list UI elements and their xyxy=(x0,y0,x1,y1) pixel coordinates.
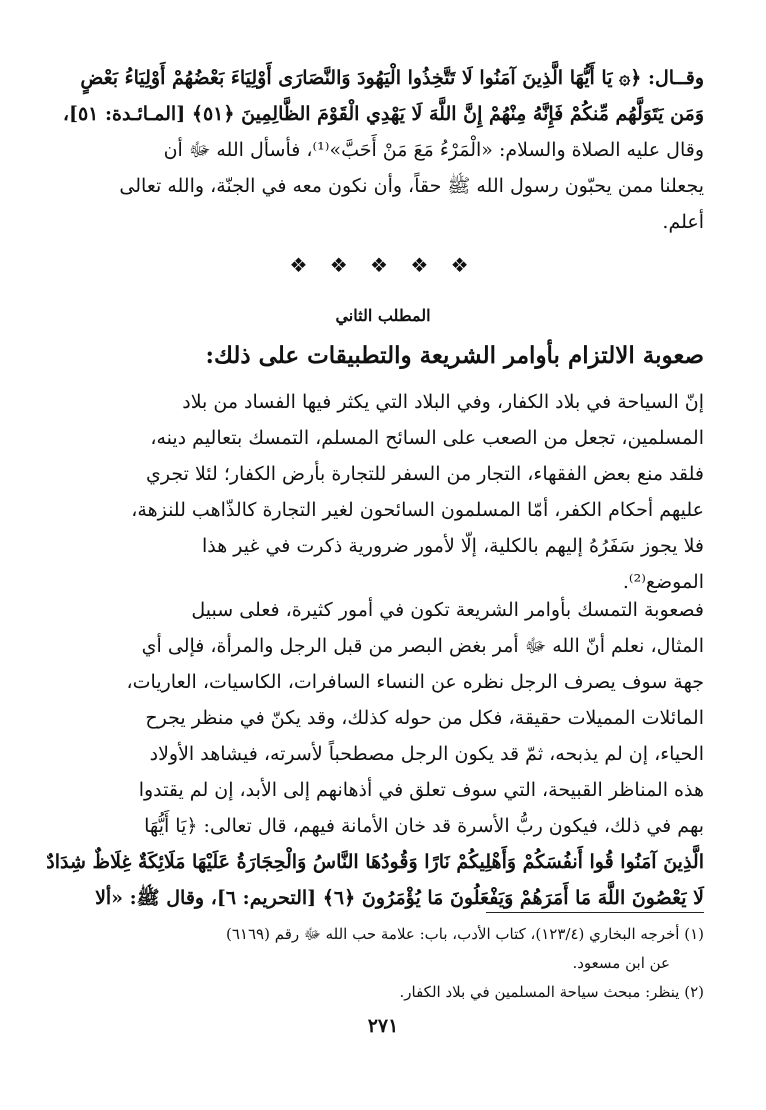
text-line: فلا يجوز سَفَرُهُ إليهم بالكلية، إلّا لأمور ضرورية ذكرت في غير هذا xyxy=(201,535,704,557)
text-line: فلقد منع بعض الفقهاء، التجار من السفر للتجارة بأرض الكفار؛ لئلا تجري xyxy=(146,463,704,485)
text-line: المثال، نعلم أنّ الله ﷻ أمر بغض البصر من قبل الرجل والمرأة، فإلى أي xyxy=(141,635,704,657)
text-line: المائلات المميلات حقيقة، فكل من حوله كذلك، وقد يكنّ في منظر يجرح xyxy=(145,707,704,729)
footnote-1: (١) أخرجه البخاري (١٢٣/٤)، كتاب الأدب، باب: علامة حب الله ﷻ رقم (٦١٦٩) xyxy=(226,925,704,943)
paragraph-1 xyxy=(70,384,704,600)
text-line: لَا يَعْصُونَ اللَّهَ مَا أَمَرَهُمْ وَيَفْعَلُونَ مَا يُؤْمَرُونَ ﴿٦﴾ [التحريم: ٦]، وقال ﷺ: «ألا xyxy=(95,887,704,909)
page-number: ٢٧١ xyxy=(367,1015,399,1037)
text-line: الحياء، إن لم يذبحه، ثمّ قد يكون الرجل مصطحباً لأسرته، فيشاهد الأولاد xyxy=(149,743,704,765)
text-line: أعلم. xyxy=(662,211,704,233)
footnote-1-continuation: عن ابن مسعود. xyxy=(572,954,670,972)
text-line: عليهم أحكام الكفر، أمّا المسلمون السائحون لغير التجارة كالذّاهب للنزهة، xyxy=(131,499,704,521)
text-line: يجعلنا ممن يحبّون رسول الله ﷺ حقاً، وأن نكون معه في الجنّة، والله تعالى xyxy=(119,175,704,197)
text-line: هذه المناظر القبيحة، التي سوف تعلق في أذهانهم إلى الأبد، إن لم يقتدوا xyxy=(138,779,704,801)
section-heading: صعوبة الالتزام بأوامر الشريعة والتطبيقات على ذلك: xyxy=(205,342,704,369)
text-line: الَّذِينَ آمَنُوا قُوا أَنفُسَكُمْ وَأَهْلِيكُمْ نَارًا وَقُودُهَا النَّاسُ وَالْحِجَارَةُ عَلَيْهَا مَلَائِكَةٌ غِلَاظٌ شِدَادٌ xyxy=(46,851,704,873)
intro-paragraph xyxy=(62,60,704,240)
section-label: المطلب الثاني xyxy=(335,306,431,325)
text-line: بهم في ذلك، فيكون ربُّ الأسرة قد خان الأمانة فيهم، قال تعالى: ﴿يَا أَيُّهَا xyxy=(144,815,704,837)
text-line: جهة سوف يصرف الرجل نظره عن النساء السافرات، الكاسيات، العاريات، xyxy=(126,671,704,693)
text-line: الموضع⁽²⁾. xyxy=(622,571,704,593)
text-line: إنّ السياحة في بلاد الكفار، وفي البلاد التي يكثر فيها الفساد من بلاد xyxy=(182,391,704,413)
text-line: وقال عليه الصلاة والسلام: «الْمَرْءُ مَعَ مَنْ أَحَبَّ»⁽¹⁾، فأسأل الله ﷻ أن xyxy=(163,139,704,161)
footnote-2: (٢) ينظر: مبحث سياحة المسلمين في بلاد الكفار. xyxy=(399,983,704,1001)
text-line: المسلمين، تجعل من الصعب على السائح المسلم، التمسك بتعاليم دينه، xyxy=(150,427,704,449)
paragraph-2 xyxy=(46,592,704,916)
text-line: وقــال: ﴿۞ يَا أَيُّهَا الَّذِينَ آمَنُوا لَا تَتَّخِذُوا الْيَهُودَ وَالنَّصَارَى أَوْلِيَاءَ بَعْضُهُمْ أَوْلِيَاءُ بَعْضٍ xyxy=(80,67,704,89)
footnote-divider xyxy=(486,912,704,913)
section-separator-ornament: ❖ ❖ ❖ ❖ ❖ xyxy=(289,253,477,277)
text-line: فصعوبة التمسك بأوامر الشريعة تكون في أمور كثيرة، فعلى سبيل xyxy=(191,599,704,621)
footnotes xyxy=(70,920,704,1007)
text-line: وَمَن يَتَوَلَّهُم مِّنكُمْ فَإِنَّهُ مِنْهُمْ إِنَّ اللَّهَ لَا يَهْدِي الْقَوْمَ الظَّالِمِينَ ﴿٥١﴾ [المـائـدة: ٥١]، xyxy=(62,103,704,125)
